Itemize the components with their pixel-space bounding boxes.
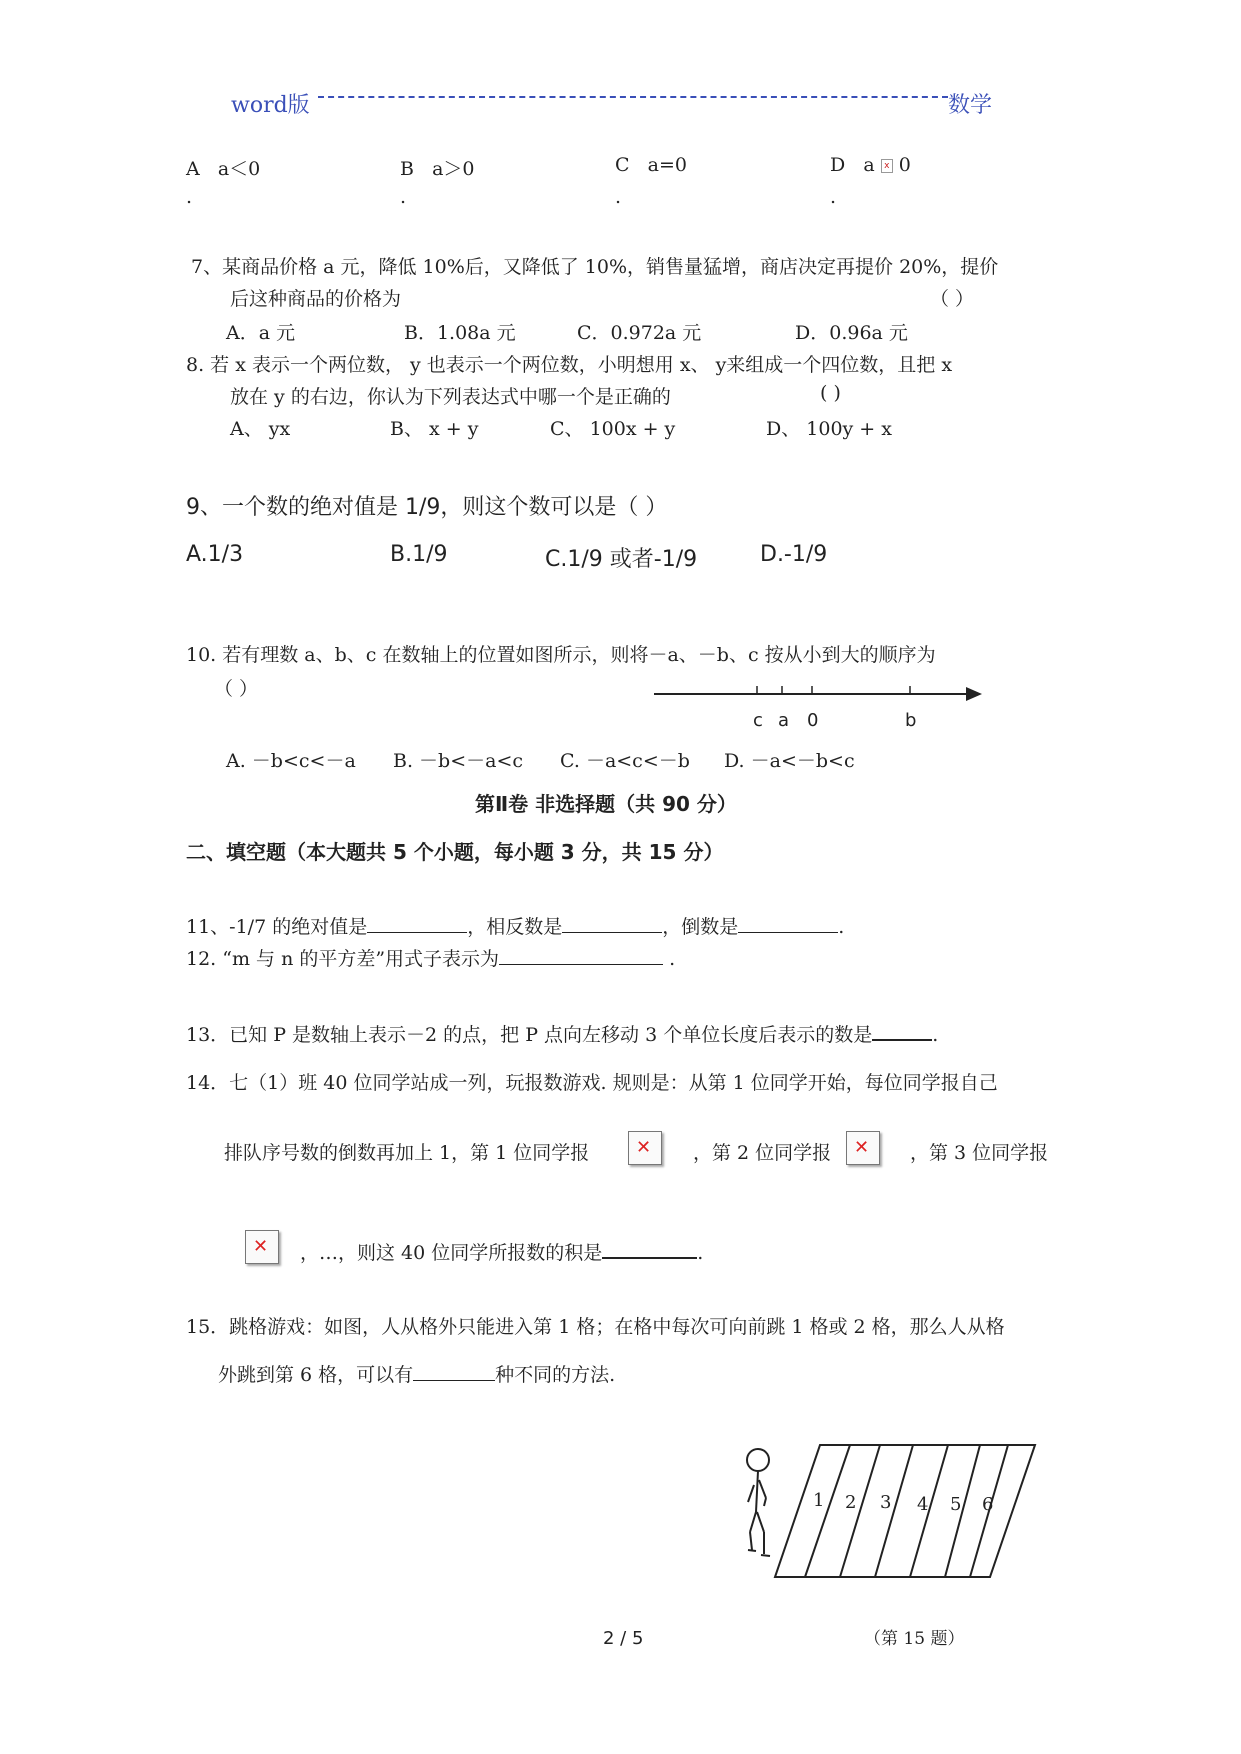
q11-text-b: ，相反数是	[467, 916, 563, 938]
broken-image-icon: ✕	[245, 1230, 279, 1264]
q11-text-c: ，倒数是	[662, 916, 739, 938]
broken-image-icon: ✕	[846, 1131, 880, 1165]
q8-paren: ( )	[820, 382, 841, 404]
q7-line1: 7、某商品价格 a 元，降低 10%后，又降低了 10%，销售量猛增，商店决定再提价 20%，提价	[191, 256, 999, 278]
option-expr: a＜0	[217, 158, 261, 180]
q15-blank[interactable]	[413, 1362, 495, 1381]
q14-seg4: ，…，则这 40 位同学所报数的积是	[300, 1242, 603, 1264]
option-expr-pre: a	[863, 154, 875, 176]
cell-3: 3	[880, 1492, 892, 1513]
q14-seg2: ，第 2 位同学报	[693, 1142, 832, 1164]
cell-6: 6	[982, 1494, 994, 1515]
q7-paren: （ ）	[930, 288, 975, 310]
header-left: word版	[231, 93, 310, 118]
number-line-arrow	[966, 687, 982, 701]
q14-seg3: ，第 3 位同学报	[910, 1142, 1049, 1164]
option-expr: a＞0	[432, 158, 475, 180]
cell-4: 4	[917, 1494, 929, 1515]
figure-caption: （第 15 题）	[864, 1629, 965, 1649]
option-letter: A	[186, 158, 200, 180]
q10-option-c: C. －a<c<－b	[560, 750, 690, 772]
q9-option-a: A.1/3	[186, 542, 244, 567]
broken-symbol-icon: x	[881, 159, 893, 173]
q13-text-b: .	[932, 1024, 939, 1046]
hopscotch-figure	[730, 1440, 1050, 1590]
q8-option-c: C、 100x + y	[550, 418, 676, 440]
q6-option-d	[830, 154, 911, 176]
q15-text-b: 种不同的方法.	[495, 1364, 616, 1386]
stick-person-icon	[747, 1449, 770, 1556]
cell-5: 5	[950, 1494, 962, 1515]
option-letter: B	[400, 158, 414, 180]
q7-option-c: C．0.972a 元	[577, 322, 702, 344]
q11-blank-2[interactable]	[562, 914, 662, 933]
q6-option-d-dot: .	[830, 186, 837, 208]
q6-option-b-dot: .	[400, 186, 407, 208]
q10-option-d: D. －a<－b<c	[724, 750, 855, 772]
header-dashed-line	[318, 96, 948, 98]
q13-text-a: 13．已知 P 是数轴上表示－2 的点，把 P 点向左移动 3 个单位长度后表示的数是	[186, 1024, 873, 1046]
q8-line2: 放在 y 的右边，你认为下列表达式中哪一个是正确的	[230, 386, 671, 408]
part2-title: 第Ⅱ卷 非选择题（共 90 分）	[475, 792, 737, 816]
cell-1: 1	[813, 1490, 825, 1511]
q14-line3	[300, 1238, 703, 1265]
q9-option-c: C.1/9 或者-1/9	[545, 547, 698, 572]
broken-image-icon: ✕	[628, 1131, 662, 1165]
axis-label-b: b	[905, 710, 917, 731]
q13-blank[interactable]	[872, 1021, 932, 1041]
q7-line2: 后这种商品的价格为	[230, 288, 402, 310]
option-expr: a=0	[647, 154, 688, 176]
q10-option-b: B. －b<－a<c	[393, 750, 524, 772]
axis-label-a: a	[778, 710, 790, 731]
q11	[186, 912, 844, 939]
q14-blank[interactable]	[602, 1239, 697, 1259]
page-number: 2 / 5	[603, 1628, 644, 1649]
q12-text-b: .	[663, 948, 676, 970]
option-expr-post: 0	[898, 154, 911, 176]
q14-line1: 14．七（1）班 40 位同学站成一列，玩报数游戏. 规则是：从第 1 位同学开始，每位同学报自己	[186, 1072, 998, 1094]
number-line-diagram	[650, 672, 990, 742]
axis-label-c: c	[753, 710, 763, 731]
q7-option-b: B．1.08a 元	[404, 322, 516, 344]
q10-line1: 10. 若有理数 a、b、c 在数轴上的位置如图所示，则将－a、－b、c 按从小到大的顺序为	[186, 644, 936, 666]
q11-blank-1[interactable]	[367, 914, 467, 933]
section2-title: 二、填空题（本大题共 5 个小题，每小题 3 分，共 15 分）	[186, 840, 724, 864]
q9-option-d: D.-1/9	[760, 542, 828, 567]
q6-option-a-dot: .	[186, 186, 193, 208]
q6-option-b	[400, 154, 475, 181]
q13	[186, 1020, 938, 1047]
q8-option-b: B、 x + y	[390, 418, 479, 440]
q8-option-a: A、 yx	[230, 418, 291, 440]
option-letter: C	[615, 154, 630, 176]
q9-stem: 9、一个数的绝对值是 1/9，则这个数可以是（ ）	[186, 495, 668, 520]
hopscotch-grid	[775, 1445, 1035, 1577]
header-right: 数学	[948, 93, 993, 118]
cell-2: 2	[845, 1492, 857, 1513]
q12	[186, 944, 675, 971]
q15-line2	[218, 1360, 615, 1387]
q11-text-d: .	[838, 916, 845, 938]
q9-option-b: B.1/9	[390, 542, 448, 567]
q12-blank[interactable]	[499, 946, 663, 965]
q15-line1: 15．跳格游戏：如图，人从格外只能进入第 1 格；在格中每次可向前跳 1 格或 2 格，那么人从格	[186, 1316, 1005, 1338]
option-letter: D	[830, 154, 846, 176]
axis-label-0: 0	[807, 710, 819, 731]
q11-text-a: 11、-1/7 的绝对值是	[186, 916, 368, 938]
q11-blank-3[interactable]	[738, 914, 838, 933]
q7-option-a: A．a 元	[226, 322, 296, 344]
q14-end: .	[697, 1242, 704, 1264]
q10-paren: （ ）	[214, 678, 259, 700]
q6-option-c-dot: .	[615, 186, 622, 208]
q10-option-a: A. －b<c<－a	[226, 750, 356, 772]
q15-text-a: 外跳到第 6 格，可以有	[218, 1364, 414, 1386]
q6-option-a	[186, 154, 260, 181]
q6-option-c	[615, 154, 687, 176]
q8-line1: 8. 若 x 表示一个两位数， y 也表示一个两位数，小明想用 x、 y来组成一个四位数，且把 x	[186, 354, 953, 376]
q8-option-d: D、 100y + x	[766, 418, 892, 440]
q14-seg1: 排队序号数的倒数再加上 1，第 1 位同学报	[224, 1142, 590, 1164]
q12-text-a: 12. “m 与 n 的平方差”用式子表示为	[186, 948, 500, 970]
q7-option-d: D．0.96a 元	[795, 322, 908, 344]
